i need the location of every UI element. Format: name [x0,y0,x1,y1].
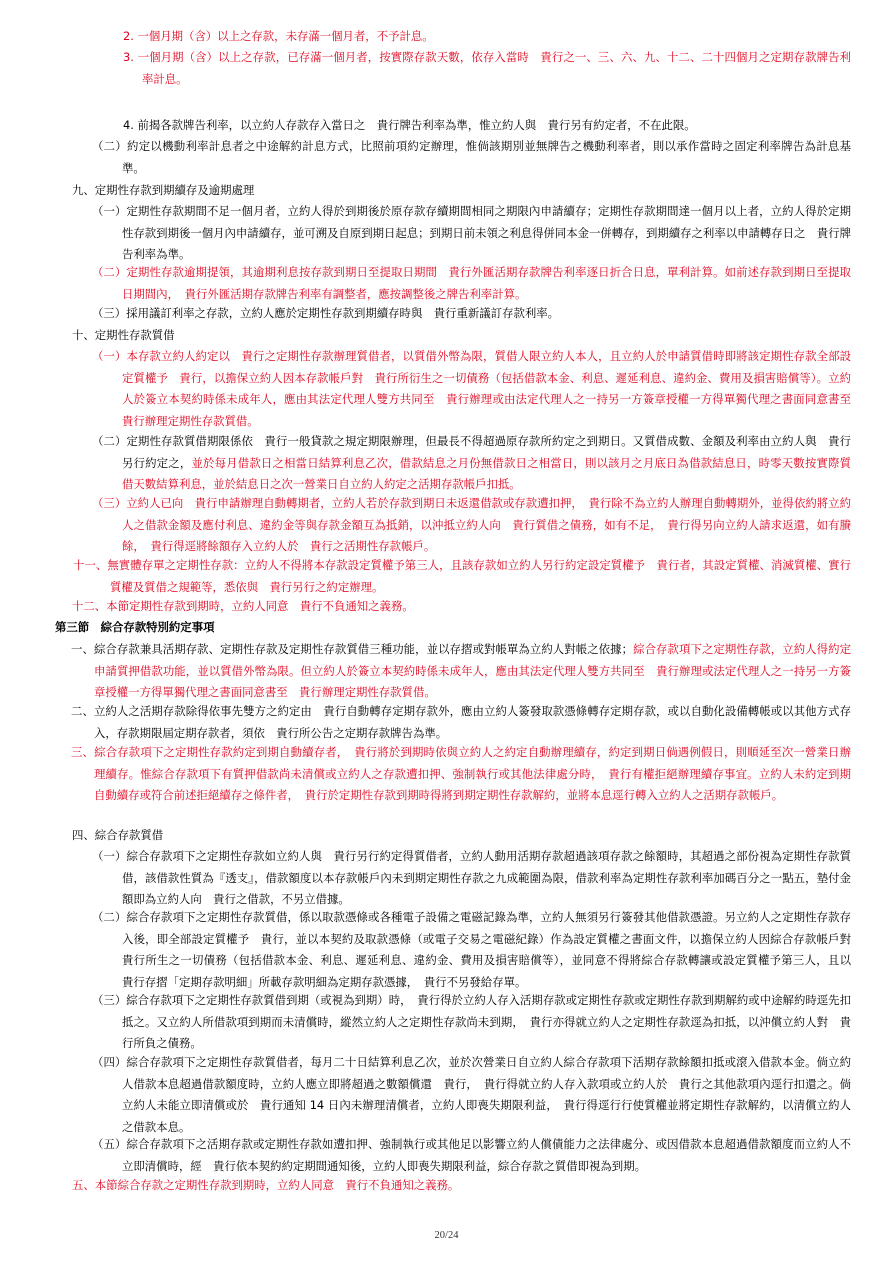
item-text: （二）約定以機動利率計息者之中途解約計息方式，比照前項約定辦理，惟倘該期別並無牌告之機動利率者，則以承作當時之固定利率牌告為計息基準。 [92,139,851,175]
item-9-2 [92,262,851,305]
section-11 [73,555,851,598]
item-text: （四）綜合存款項下之定期性存款質借者，每月二十日結算利息乙次，並於次營業日自立約人綜合存款項下活期存款餘額扣抵或滾入借款本金。倘立約人借款本息超過借款額度時，立約人應立即將超過之數額償還 貴行， 貴行得就立約人存入款項或立約人於 貴行之其他款項內逕行扣還之。倘立約人未能立即清償或於 貴行通知 14 日內未辦理清償者，立約人即喪失期限利益， 貴行得逕行行使質權並將定期性存款解約，以清償立約人之借款本息。 [92,1055,851,1134]
heading-text: 九、定期性存款到期續存及逾期處理 [72,183,255,197]
item-text: 五、本節綜合存款之定期性存款到期時，立約人同意 貴行不負通知之義務。 [72,1178,460,1192]
item-10-2 [92,431,851,496]
item-text: （二）綜合存款項下之定期性存款質借，係以取款憑條或各種電子設備之電磁記錄為準，立約人無須另行簽發其他借款憑證。另立約人之定期性存款存入後，即全部設定質權予 貴行，並以本契約及取款憑條（或電子交易之電磁紀錄）作為設定質權之書面文件，以擔保立約人因綜合存款帳戶對 貴行所生之一切債務（包括借款本金、利息、遲延利息、違約金、費用及損害賠償等），並同意不得將綜合存款轉讓或設定質權予第三人，且以 貴行存摺「定期存款明細」所載存款明細為定期存款憑據， 貴行不另發給存單。 [92,910,863,989]
item-text: 十二、本節定期性存款到期時，立約人同意 貴行不負通知之義務。 [72,599,414,613]
c3-section-5 [72,1175,851,1197]
section-10-heading [72,325,851,347]
c3-item-4-5 [92,1134,851,1177]
c3-item-4-3 [92,990,851,1055]
item-8-2-floating [92,136,851,179]
item-text: 二、立約人之活期存款除得依事先雙方之約定由 貴行自動轉存定期存款外，應由立約人簽發取款憑條轉存定期存款，或以自動化設備轉帳或以其他方式存入，存款期限屆定期存款者，須依 貴行所公告之定期存款牌告為準。 [71,704,851,740]
item-text: （一）定期性存款期間不足一個月者，立約人得於到期後於原存款存續期間相同之期限內申請續存；定期性存款期間達一個月以上者，立約人得於定期性存款到期後一個月內申請續存，並可溯及自原到期日起息；到期日前未領之利息得併同本金一併轉存，到期續存之利率以申請轉存日之 貴行牌告利率為準。 [92,204,852,261]
heading-text: 四、綜合存款質借 [72,828,164,842]
c3-section-4-heading [72,825,851,847]
page-number: 20/24 [434,1230,459,1241]
item-text-b: 綜合存款項下之定期性存款，立約人得約定申請質押借款功能，並以質借外幣為限。但立約人於簽立本契約時係未成年人，應由其法定代理人雙方共同至 貴行辦理或法定代理人之一持另一方簽章授權一方得單獨代理之書面同意書至 貴行辦理定期性存款質借。 [94,642,851,699]
item-text: （三）採用議訂利率之存款，立約人應於定期性存款到期續存時與 貴行重新議訂存款利率。 [92,306,560,320]
item-text: （二）定期性存款逾期提領，其逾期利息按存款到期日至提取日期間 貴行外匯活期存款牌告利率逐日折合日息，單利計算。如前述存款到期日至提取日期間內， 貴行外匯活期存款牌告利率有調整者，應按調整後之牌告利率計算。 [92,265,851,301]
section-9-heading [72,180,851,202]
item-text-a: 一、綜合存款兼具活期存款、定期性存款及定期性存款質借三種功能，並以存摺或對帳單為立約人對帳之依據； [71,642,634,656]
chapter-text: 第三節 綜合存款特別約定事項 [55,620,215,634]
item-10-3 [92,493,851,558]
c3-item-3 [71,742,851,807]
c3-item-4-1 [92,846,851,911]
item-9-1 [92,201,852,266]
item-3-long-term [123,47,851,90]
item-9-3 [92,303,851,325]
item-text: 2. 一個月期（含）以上之存款，未存滿一個月者，不予計息。 [123,29,434,43]
item-text: 4. 前揭各款牌告利率，以立約人存款存入當日之 貴行牌告利率為準，惟立約人與 貴行另有約定者，不在此限。 [123,118,696,132]
c3-item-1 [71,639,851,704]
section-12 [72,596,851,618]
chapter-3-title [55,617,851,639]
item-text: 十一、無實體存單之定期性存款：立約人不得將本存款設定質權予第三人，且該存款如立約人另行約定設定質權予 貴行者，其設定質權、消滅質權、實行質權及質借之規範等，悉依與 貴行另行之約定辦理。 [73,558,851,594]
item-text-b: 並於每月借款日之相當日結算利息乙次，借款結息之月份無借款日之相當日，則以該月之月底日為借款結息日，時零天數按實際質借天數結算利息，並於結息日之次一營業日自立約人約定之活期存款帳戶扣抵。 [122,455,851,491]
item-2-short-term [123,26,851,48]
heading-text: 十、定期性存款質借 [72,328,175,342]
item-text: （三）立約人已向 貴行申請辦理自動轉期者，立約人若於存款到期日未返還借款或存款遭扣押， 貴行除不為立約人辦理自動轉期外，並得依約將立約人之借款金額及應付利息、違約金等與存款金額互為抵銷，以沖抵立約人向 貴行質借之債務，如有不足， 貴行得另向立約人請求返還，如有賸餘， 貴行得逕將餘額存入立約人於 貴行之活期性存款帳戶。 [92,496,851,553]
c3-item-4-4 [92,1052,851,1138]
item-10-1 [92,346,863,432]
item-text: （一）本存款立約人約定以 貴行之定期性存款辦理質借者，以質借外幣為限，質借人限立約人本人，且立約人於申請質借時即將該定期性存款全部設定質權予 貴行，以擔保立約人因本存款帳戶對 貴行所衍生之一切債務（包括借款本金、利息、遲延利息、違約金、費用及損害賠償等）。立約人於簽立本契約時係未成年人，應由其法定代理人雙方共同至 貴行辦理或由法定代理人之一持另一方簽章授權一方得單獨代理之書面同意書至 貴行辦理定期性存款質借。 [92,349,863,428]
c3-item-4-2 [92,907,863,993]
item-4-rate-basis [123,115,851,137]
item-text-a: （二）定期性存款質借期限係依 貴行一般貸款之規定期限辦理，但最長不得超過原存款所約定之到期日。又質借成數、金額及利率由立約人與 貴行另行約定之， [92,434,851,470]
item-text: （一）綜合存款項下之定期性存款如立約人與 貴行另行約定得質借者，立約人動用活期存款超過該項存款之餘額時，其超過之部份視為定期性存款質借，該借款性質為『透支』，借款額度以本存款帳戶內未到期定期性存款之九成範圍為限，借款利率為定期性存款利率加碼百分之一點五，墊付金額即為立約人向 貴行之借款，不另立借據。 [92,849,851,906]
item-text: 3. 一個月期（含）以上之存款，已存滿一個月者，按實際存款天數，依存入當時 貴行之一、三、六、九、十二、二十四個月之定期存款牌告利率計息。 [123,50,851,86]
item-text: （三）綜合存款項下之定期性存款質借到期（或視為到期）時， 貴行得於立約人存入活期存款或定期性存款或定期性存款到期解約或中途解約時逕先扣抵之。又立約人所借款項到期而未清償時，縱然立約人之定期性存款尚未到期， 貴行亦得就立約人之定期性存款逕為扣抵，以沖償立約人對 貴行所負之債務。 [92,993,851,1050]
item-text: （五）綜合存款項下之活期存款或定期性存款如遭扣押、強制執行或其他足以影響立約人償債能力之法律處分、或因借款本息超過借款額度而立約人不立即清償時，經 貴行依本契約約定期間通知後，立約人即喪失期限利益，綜合存款之質借即視為到期。 [92,1137,851,1173]
item-text: 三、綜合存款項下之定期性存款約定到期自動續存者， 貴行將於到期時依與立約人之約定自動辦理續存，約定到期日倘遇例假日，則順延至次一營業日辦理續存。惟綜合存款項下有質押借款尚未清償或立約人之存款遭扣押、強制執行或其他法律處分時， 貴行有權拒絕辦理續存事宜。立約人未約定到期自動續存或符合前述拒絕續存之條件者， 貴行於定期性存款到期時得將到期定期性存款解約，並將本息逕行轉入立約人之活期存款帳戶。 [71,745,851,802]
c3-item-2 [71,701,851,744]
